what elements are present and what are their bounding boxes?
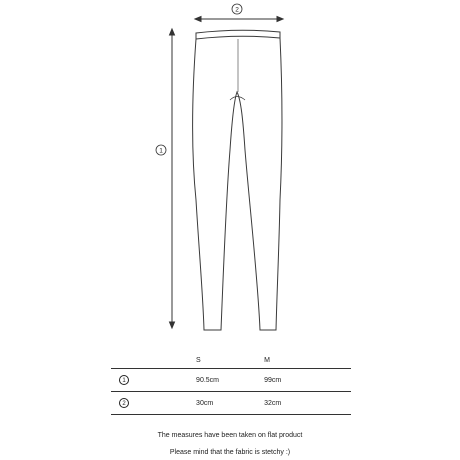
width-marker-label: 2: [235, 6, 239, 14]
row-marker-cell: [111, 369, 196, 392]
cell-m-value: 32cm: [264, 392, 351, 415]
row-marker-cell: [111, 392, 196, 415]
row-marker: 1: [119, 375, 129, 385]
size-table-header: [111, 352, 351, 369]
row-marker: 2: [119, 398, 129, 408]
length-marker: [156, 145, 166, 155]
cell-m-value: 99cm: [264, 369, 351, 392]
header-size-s: S: [196, 356, 201, 364]
width-dimension-arrow: [195, 17, 283, 22]
note-flat-measure: The measures have been taken on flat product: [157, 432, 303, 439]
leggings-outline: [193, 30, 282, 330]
cell-s-value: 30cm: [196, 392, 264, 415]
length-dimension-arrow: [170, 29, 175, 328]
cell-s-value: 90.5cm: [196, 369, 264, 392]
table-row: [111, 392, 351, 415]
header-blank: [111, 352, 196, 369]
size-table: [111, 352, 351, 415]
note-stretchy-fabric: Please mind that the fabric is stetchy :): [169, 449, 291, 456]
header-size-m: M: [264, 356, 270, 364]
width-marker: [232, 4, 242, 14]
table-row: [111, 369, 351, 392]
length-marker-label: 1: [159, 147, 163, 155]
